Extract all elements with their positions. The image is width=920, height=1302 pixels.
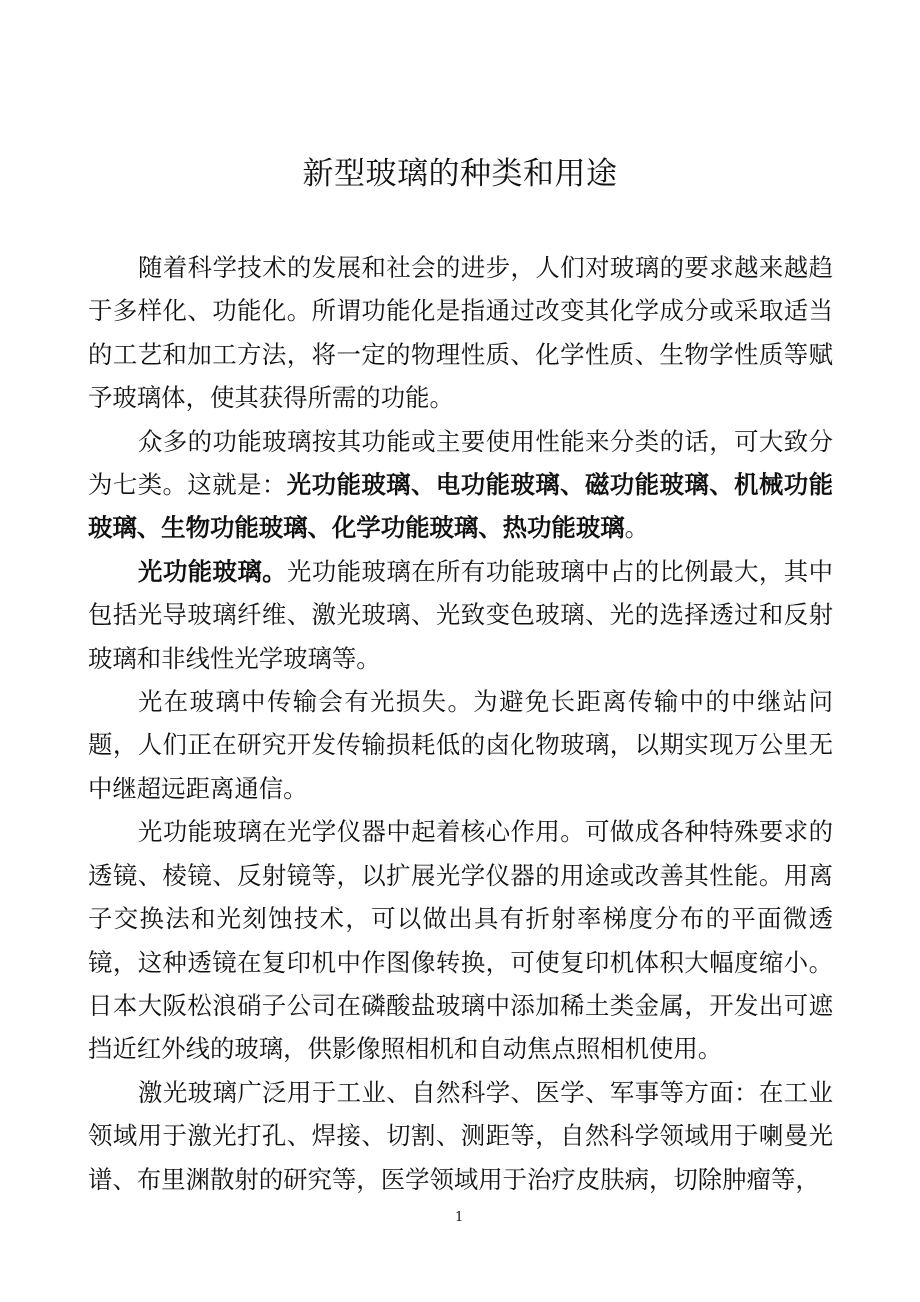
paragraph-transmission-loss (88, 680, 833, 810)
paragraph-text: 激光玻璃广泛用于工业、自然科学、医学、军事等方面：在工业领域用于激光打孔、焊接、切割、测距等，自然科学领域用于喇曼光谱、布里渊散射的研究等，医学领域用于治疗皮肤病，切除肿瘤等， (88, 1077, 833, 1194)
paragraph-optical-instruments (88, 810, 833, 1070)
paragraph-laser-glass (88, 1071, 833, 1201)
paragraph-lead: 众多的功能玻璃按其功能或主要使用性能来分类的话，可大致分为七类。这就是： (88, 426, 833, 500)
paragraph-text: 光功能玻璃在所有功能玻璃中占的比例最大，其中包括光导玻璃纤维、激光玻璃、光致变色玻璃、光的选择透过和反射玻璃和非线性光学玻璃等。 (88, 556, 833, 673)
paragraph-text: 光在玻璃中传输会有光损失。为避免长距离传输中的中继站问题，人们正在研究开发传输损耗低的卤化物玻璃，以期实现万公里无中继超远距离通信。 (88, 687, 833, 803)
document-body (88, 246, 833, 1201)
paragraph-categories (88, 420, 833, 550)
paragraph-text: 随着科学技术的发展和社会的进步，人们对玻璃的要求越来越趋于多样化、功能化。所谓功能化是指通过改变其化学成分或采取适当的工艺和加工方法，将一定的物理性质、化学性质、生物学性质等赋予玻璃体，使其获得所需的功能。 (88, 253, 833, 413)
paragraph-intro (88, 246, 833, 420)
paragraph-text: 光功能玻璃在光学仪器中起着核心作用。可做成各种特殊要求的透镜、棱镜、反射镜等，以扩展光学仪器的用途或改善其性能。用离子交换法和光刻蚀技术，可以做出具有折射率梯度分布的平面微透镜，这种透镜在复印机中作图像转换，可使复印机体积大幅度缩小。日本大阪松浪硝子公司在磷酸盐玻璃中添加稀土类金属，开发出可遮挡近红外线的玻璃，供影像照相机和自动焦点照相机使用。 (88, 817, 833, 1064)
paragraph-tail: 。 (624, 513, 650, 543)
page-number: 1 (455, 1210, 464, 1225)
paragraph-optical-glass (88, 550, 833, 680)
category-list: 光功能玻璃、电功能玻璃、磁功能玻璃、机械功能玻璃、生物功能玻璃、化学功能玻璃、热功能玻璃 (88, 470, 833, 543)
section-heading-optical: 光功能玻璃。 (138, 556, 288, 586)
document-title: 新型玻璃的种类和用途 (302, 156, 618, 192)
